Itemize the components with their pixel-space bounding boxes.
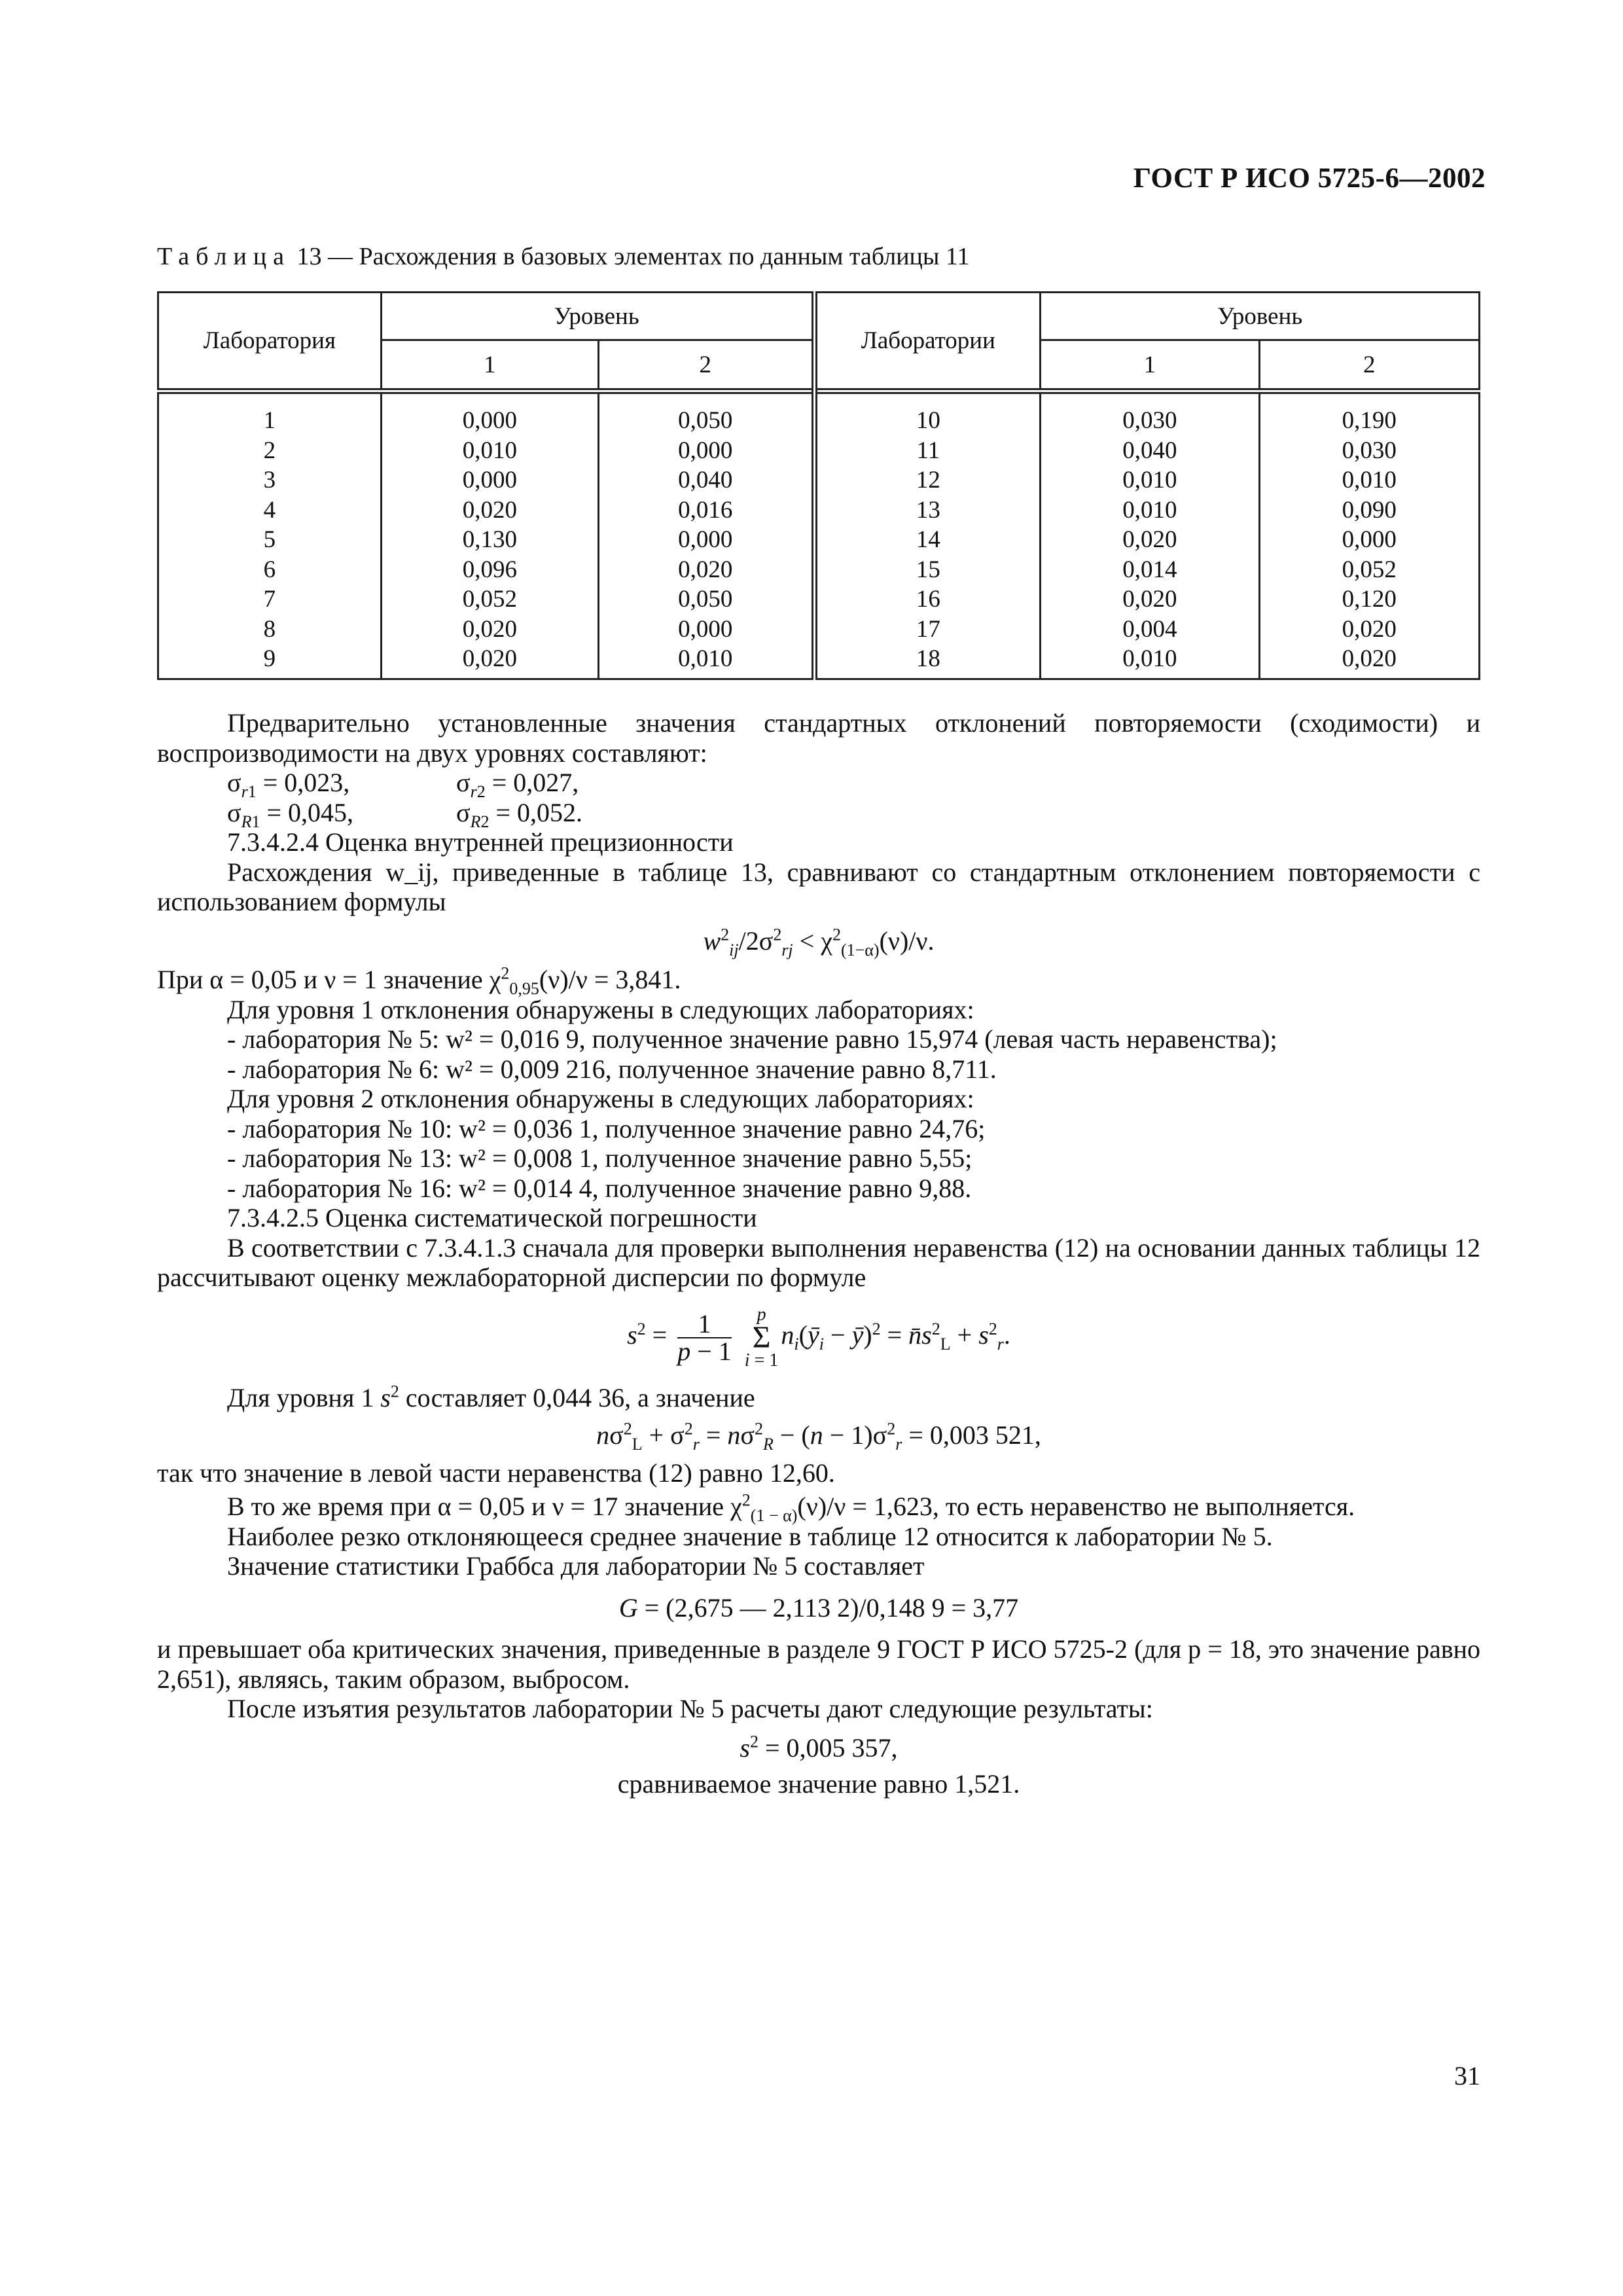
chi-value: = 3,841. — [594, 965, 681, 994]
cell-level2-left: 0,016 — [599, 495, 814, 526]
table-caption-text: 13 — Расхождения в базовых элементах по данным таблицы 11 — [296, 243, 970, 270]
sigma-r1-value: = 0,023, — [262, 768, 350, 797]
cell-level1-right: 0,014 — [1041, 555, 1259, 585]
grubbs-value: = (2,675 — 2,113 2)/0,148 9 = 3,77 — [644, 1592, 1019, 1623]
level1-lab5: - лаборатория № 5: w² = 0,016 9, полученное значение равно 15,974 (левая часть неравенства); — [227, 1024, 1277, 1054]
cell-lab-left: 9 — [158, 644, 382, 679]
cell-level2-left: 0,050 — [599, 584, 814, 615]
header-level-2-right: 2 — [1259, 340, 1479, 391]
cell-level1-left: 0,000 — [381, 391, 598, 436]
cell-lab-left: 6 — [158, 555, 382, 585]
cell-lab-right: 13 — [814, 495, 1041, 526]
cell-level2-right: 0,020 — [1259, 644, 1479, 679]
paragraph-alpha-17: В то же время при α = 0,05 и ν = 17 значение $\chi^2_{(1 - \alpha)}(\nu)/\nu = 1,623$, то есть неравенство не выполняется. — [227, 1490, 1355, 1525]
cell-lab-right: 10 — [814, 391, 1041, 436]
cell-lab-left: 4 — [158, 495, 382, 526]
header-lab-left: Лаборатория — [158, 293, 382, 391]
cell-lab-right: 18 — [814, 644, 1041, 679]
cell-level1-right: 0,010 — [1041, 495, 1259, 526]
header-level-left: Уровень — [381, 293, 814, 340]
cell-level1-right: 0,040 — [1041, 436, 1259, 466]
paragraph-interlab-variance: В соответствии с 7.3.4.1.3 сначала для проверки выполнения неравенства (12) на основании данных таблицы 12 рассчитывают оценку межлабораторной дисперсии по формуле — [157, 1232, 1480, 1292]
table-row — [158, 465, 1480, 495]
cell-level2-right: 0,120 — [1259, 584, 1479, 615]
cell-level2-left: 0,000 — [599, 525, 814, 555]
paragraph-discrepancies: Расхождения w_ij, приведенные в таблице 13, сравнивают со стандартным отклонением повторяемости с использованием формулы — [157, 857, 1480, 916]
cell-level1-left: 0,052 — [381, 584, 598, 615]
alpha17-prefix: В то же время при α = 0,05 и ν = 17 значение — [227, 1492, 724, 1521]
paragraph-grubbs: Значение статистики Граббса для лаборатории № 5 составляет — [227, 1551, 925, 1581]
table-row — [158, 644, 1480, 679]
cell-lab-right: 11 — [814, 436, 1041, 466]
level1-prefix: Для уровня 1 — [227, 1382, 374, 1412]
cell-level1-right: 0,010 — [1041, 644, 1259, 679]
formula-variance-sum: $n\sigma^2_L + \sigma^2_r = n\sigma^2_R - (n - 1)\sigma^2_r = 0,003$ 521, — [596, 1419, 1041, 1454]
section-heading-7342-4: 7.3.4.2.4 Оценка внутренней прецизионности — [227, 827, 734, 857]
cell-level1-right: 0,010 — [1041, 465, 1259, 495]
cell-level2-left: 0,050 — [599, 391, 814, 436]
header-level-1-left: 1 — [381, 340, 598, 391]
paragraph-critical-values: и превышает оба критических значения, приведенные в разделе 9 ГОСТ Р ИСО 5725-2 (для p = 18, это значение равно 2,651), являясь, таким образом, выбросом. — [157, 1634, 1480, 1694]
cell-level2-right: 0,052 — [1259, 555, 1479, 585]
level1-intro: Для уровня 1 отклонения обнаружены в следующих лабораториях: — [227, 994, 974, 1024]
level2-intro: Для уровня 2 отклонения обнаружены в следующих лабораториях: — [227, 1084, 974, 1113]
header-level-2-left: 2 — [599, 340, 814, 391]
table-row — [158, 436, 1480, 466]
alpha-prefix: При α = 0,05 и ν = 1 значение — [157, 965, 483, 994]
level2-lab10: - лаборатория № 10: w² = 0,036 1, полученное значение равно 24,76; — [227, 1113, 986, 1143]
paragraph-outlier-mean: Наиболее резко отклоняющееся среднее значение в таблице 12 относится к лаборатории № 5. — [227, 1521, 1273, 1551]
formula-repeatability-check: $w^2_{ij}/2\sigma^2_{rj} < \chi^2_{(1-\alpha)}(\nu)/\nu$. — [703, 925, 935, 960]
alpha17-rest: = 1,623, то есть неравенство не выполняется. — [852, 1492, 1355, 1521]
body-text — [157, 708, 1480, 1799]
cell-lab-left: 7 — [158, 584, 382, 615]
cell-level2-left: 0,020 — [599, 555, 814, 585]
formula-grubbs: G = (2,675 — 2,113 2)/0,148 9 = 3,77 — [618, 1592, 1019, 1623]
cell-level2-left: 0,000 — [599, 615, 814, 645]
cell-level1-left: 0,130 — [381, 525, 598, 555]
cell-level2-right: 0,090 — [1259, 495, 1479, 526]
cell-level2-left: 0,010 — [599, 644, 814, 679]
paragraph-left-side: так что значение в левой части неравенства (12) равно 12,60. — [157, 1458, 835, 1488]
formula-s2-after: $s^2 = 0,005$ 357, — [740, 1732, 898, 1763]
cell-lab-right: 14 — [814, 525, 1041, 555]
cell-lab-left: 3 — [158, 465, 382, 495]
cell-lab-left: 2 — [158, 436, 382, 466]
cell-level1-left: 0,020 — [381, 644, 598, 679]
paragraph-level1-s2: Для уровня 1 $s^2$ составляет 0,044 36, а значение — [227, 1382, 755, 1412]
paragraph-alpha-value: При α = 0,05 и ν = 1 значение $\chi^2_{0,95}(\nu)/\nu = 3,841$. — [157, 963, 681, 998]
cell-level1-right: 0,020 — [1041, 525, 1259, 555]
cell-level1-left: 0,020 — [381, 495, 598, 526]
sigma-R2-value: = 0,052. — [495, 797, 583, 827]
cell-level1-right: 0,004 — [1041, 615, 1259, 645]
sigma-line-1: $\sigma_{r1} = 0,023$, $\sigma_{r2} = 0,027$, — [227, 768, 579, 801]
table-row — [158, 391, 1480, 436]
cell-lab-right: 16 — [814, 584, 1041, 615]
sigma-R1-value: = 0,045, — [266, 797, 354, 827]
cell-level2-right: 0,190 — [1259, 391, 1479, 436]
cell-level1-left: 0,010 — [381, 436, 598, 466]
sigma-r2-value: = 0,027, — [491, 768, 579, 797]
table-row — [158, 555, 1480, 585]
page-number: 31 — [1454, 2061, 1480, 2090]
section-heading-7342-5: 7.3.4.2.5 Оценка систематической погрешности — [227, 1203, 757, 1232]
paragraph-compared-value: сравниваемое значение равно 1,521. — [617, 1769, 1020, 1799]
header-level-1-right: 1 — [1041, 340, 1259, 391]
cell-lab-right: 17 — [814, 615, 1041, 645]
cell-level1-right: 0,020 — [1041, 584, 1259, 615]
cell-level2-right: 0,000 — [1259, 525, 1479, 555]
table-row — [158, 584, 1480, 615]
cell-lab-left: 1 — [158, 391, 382, 436]
level1-rest: составляет 0,044 36, а значение — [405, 1382, 755, 1412]
cell-level2-right: 0,020 — [1259, 615, 1479, 645]
level2-lab13: - лаборатория № 13: w² = 0,008 1, полученное значение равно 5,55; — [227, 1143, 972, 1173]
level1-lab6: - лаборатория № 6: w² = 0,009 216, полученное значение равно 8,711. — [227, 1054, 997, 1084]
cell-lab-right: 12 — [814, 465, 1041, 495]
cell-lab-left: 8 — [158, 615, 382, 645]
cell-level1-left: 0,000 — [381, 465, 598, 495]
level2-lab16: - лаборатория № 16: w² = 0,014 4, полученное значение равно 9,88. — [227, 1173, 972, 1203]
formula-interlab-variance: $s^2$ = $\frac{1}{p - 1}$ p Σ i = 1 $n_i(ȳ_i$ − ȳ)$^2$ = $n̄s^2_L + s^2_r$. — [627, 1304, 1010, 1371]
cell-level2-left: 0,040 — [599, 465, 814, 495]
cell-lab-right: 15 — [814, 555, 1041, 585]
sigma-line-2: $\sigma_{R1} = 0,045$, $\sigma_{R2} = 0,052$. — [227, 797, 583, 831]
variance-sum-value: = 0,003 521, — [908, 1420, 1041, 1450]
table-caption-prefix: Таблица — [157, 243, 291, 270]
table-row — [158, 495, 1480, 526]
cell-level2-right: 0,030 — [1259, 436, 1479, 466]
cell-level2-left: 0,000 — [599, 436, 814, 466]
cell-level1-right: 0,030 — [1041, 391, 1259, 436]
table-row — [158, 615, 1480, 645]
header-lab-right: Лаборатории — [814, 293, 1041, 391]
cell-level1-left: 0,020 — [381, 615, 598, 645]
paragraph-preliminary-values: Предварительно установленные значения стандартных отклонений повторяемости (сходимости) и воспроизводимости на двух уровнях составляют: — [157, 708, 1480, 768]
paragraph-after-removal: После изъятия результатов лаборатории № 5 расчеты дают следующие результаты: — [227, 1694, 1153, 1723]
document-header: ГОСТ Р ИСО 5725-6—2002 — [1133, 163, 1486, 194]
table-row — [158, 525, 1480, 555]
s2-after-value: = 0,005 357, — [765, 1732, 898, 1763]
cell-level1-left: 0,096 — [381, 555, 598, 585]
cell-lab-left: 5 — [158, 525, 382, 555]
deviations-table — [157, 291, 1480, 680]
header-level-right: Уровень — [1041, 293, 1480, 340]
table-caption — [157, 242, 970, 271]
cell-level2-right: 0,010 — [1259, 465, 1479, 495]
